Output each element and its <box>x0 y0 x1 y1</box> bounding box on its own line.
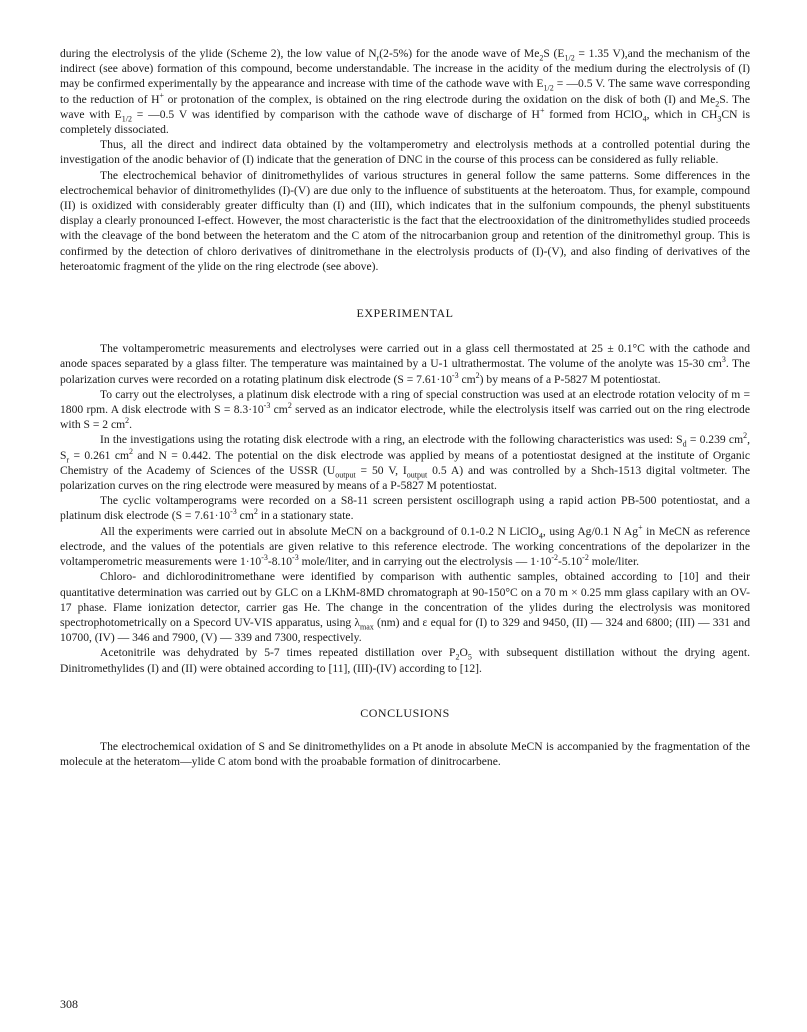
paragraph-electrochemical-behavior: The electrochemical behavior of dinitromethylides of various structures in general follow the same patterns. Some differences in the electrochemical behavior of dinitromethylides (I)-(V) are due only to the influence of substituents at the heteroatom. Thus, for example, compound (II) is oxidized with considerably greater difficulty than (I) and (III), which indicates that in the sulfonium compounds, the phenyl substituents display a clearly pronounced I-effect. However, the most characteristic is the fact that the electrooxidation of the dinitromethylides studied proceeds with the cleavage of the bond between the heteratom and the C atom of the nitrocarbanion group and retention of the dinitromethyl group. This is confirmed by the detection of chloro derivatives of dinitromethane in the electrolysis products of (I)-(V), and also finding of derivatives of the heteroatomic fragment of the ylide on the ring electrode (see above). <box>60 168 750 273</box>
paragraph-exp-mecn-background: All the experiments were carried out in absolute MeCN on a background of 0.1-0.2 N LiClO$_4$, using Ag/0.1 N Ag+ in MeCN as reference electrode, and the values of the potentials are given relative to this reference electrode. The working concentrations of the depolarizer in the voltamperometric measurements were $1\cdot 10^{-3}-8.10^{-3}$ mole/liter, and in carrying out the electrolysis — $1\cdot 10^{-2}-5.10^{-2}$ mole/liter. <box>60 522 750 569</box>
paragraph-dnc-generation: Thus, all the direct and indirect data obtained by the voltamperometry and electrolysis methods at a controlled potential during the investigation of the anodic behavior of (I) indicate that the generation of DNC in the course of this process can be considered as fully reliable. <box>60 138 750 167</box>
page-number: 308 <box>60 997 78 1011</box>
paragraph-exp-chloro-identification: Chloro- and dichlorodinitromethane were identified by comparison with authentic samples, obtained according to [10] and their quantitative determination was carried out by GLC on a LKhM-8MD chromatograph at 90-150°C on a 70 m × 0.25 mm glass capilary with an OV-17 phase. Flame ionization detector, carrier gas He. The change in the concentration of the ylides during the electrolysis was monitored spectrophotometrically on a Specord UV-VIS apparatus, using $\lambda_{max}$ (nm) and ε equal for (I) to 329 and 9450, (II) — 324 and 6800; (III) — 331 and 10700, (IV) — 346 and 7900, (V) — 339 and 7300, respectively. <box>60 570 750 645</box>
paragraph-exp-electrolyses: To carry out the electrolyses, a platinum disk electrode with a ring of special construction was used at an electrode rotation velocity of m = 1800 rpm. A disk electrode with $S = 8.3\cdot 10^{-3}$ $cm^2$ served as an indicator electrode, while the electrolysis itself was carried out on the ring electrode with S = 2 $cm^2$. <box>60 387 750 432</box>
paragraph-conclusions: The electrochemical oxidation of S and Se dinitromethylides on a Pt anode in absolute MeCN is accompanied by the fragmentation of the molecule at the heteratom—ylide C atom bond with the proabable formation of dinitrocarbene. <box>60 739 750 769</box>
page-body <box>60 46 750 769</box>
heading-conclusions: CONCLUSIONS <box>360 705 450 720</box>
paragraph-exp-cell: The voltamperometric measurements and electrolyses were carried out in a glass cell thermostated at 25 ± 0.1°C with the cathode and anode spaces separated by a glass filter. The temperature was maintained by a U-1 ultrathermostat. The volume of the anolyte was 15-30 $cm^3$. The polarization curves were recorded on a rotating platinum disk electrode ($S = 7.61\cdot 10^{-3}$ $cm^2$) by means of a P-5827 M potentiostat. <box>60 342 750 386</box>
heading-experimental: EXPERIMENTAL <box>356 306 454 321</box>
paragraph-exp-cyclic-voltamperograms: The cyclic voltamperograms were recorded on a S8-11 screen persistent oscillograph using a rapid action PB-500 potentiostat, and a platinum disk electrode ($S = 7.61\cdot 10^{-3}$ $cm^2$ in a stationary state. <box>60 494 750 523</box>
paragraph-electrolysis-ylide: during the electrolysis of the ylide (Scheme 2), the low value of $N_r(2-5\%)$ for the anode wave of $Me_2S$ ($E_{1/2} = 1.35$ V),and the mechanism of the indirect (see above) formation of this compound, become understandable. The increase in the acidity of the medium during the electrolysis of (I) may be confirmed experimentally by the appearance and increase with time of the cathode wave with $E_{1/2}$ = —0.5 V. The same wave corresponding to the reduction of H+ or protonation of the complex, is obtained on the ring electrode during the oxidation on the disk of both (I) and $Me_2S$. The wave with $E_{1/2}$ = —0.5 V was identified by comparison with the cathode wave of discharge of H+ formed from HClO$_4$, which in $CH_3CN$ is completely dissociated. <box>60 47 750 137</box>
paragraph-exp-ring-electrode: In the investigations using the rotating disk electrode with a ring, an electrode with the following characteristics was used: $S_d = 0.239$ $cm^2$, $S_r = 0.261$ $cm^2$ and N = 0.442. The potential on the disk electrode was applied by means of a potentiostat designed at the institute of Organic Chemistry of the Academy of Sciences of the USSR ($U_{output} = 50$ V, $I_{output}$ 0.5 A) and was controlled by a Shch-1513 digital voltmeter. The polarization curves on the ring electrode were measured by means of a P-5827 M potentiostat. <box>60 431 751 493</box>
paragraph-exp-acetonitrile: Acetonitrile was dehydrated by 5-7 times repeated distillation over $P_2O_5$ with subsequent distillation without the drying agent. Dinitromethylides (I) and (II) were obtained according to [11], (III)-(IV) according to [12]. <box>60 646 751 675</box>
